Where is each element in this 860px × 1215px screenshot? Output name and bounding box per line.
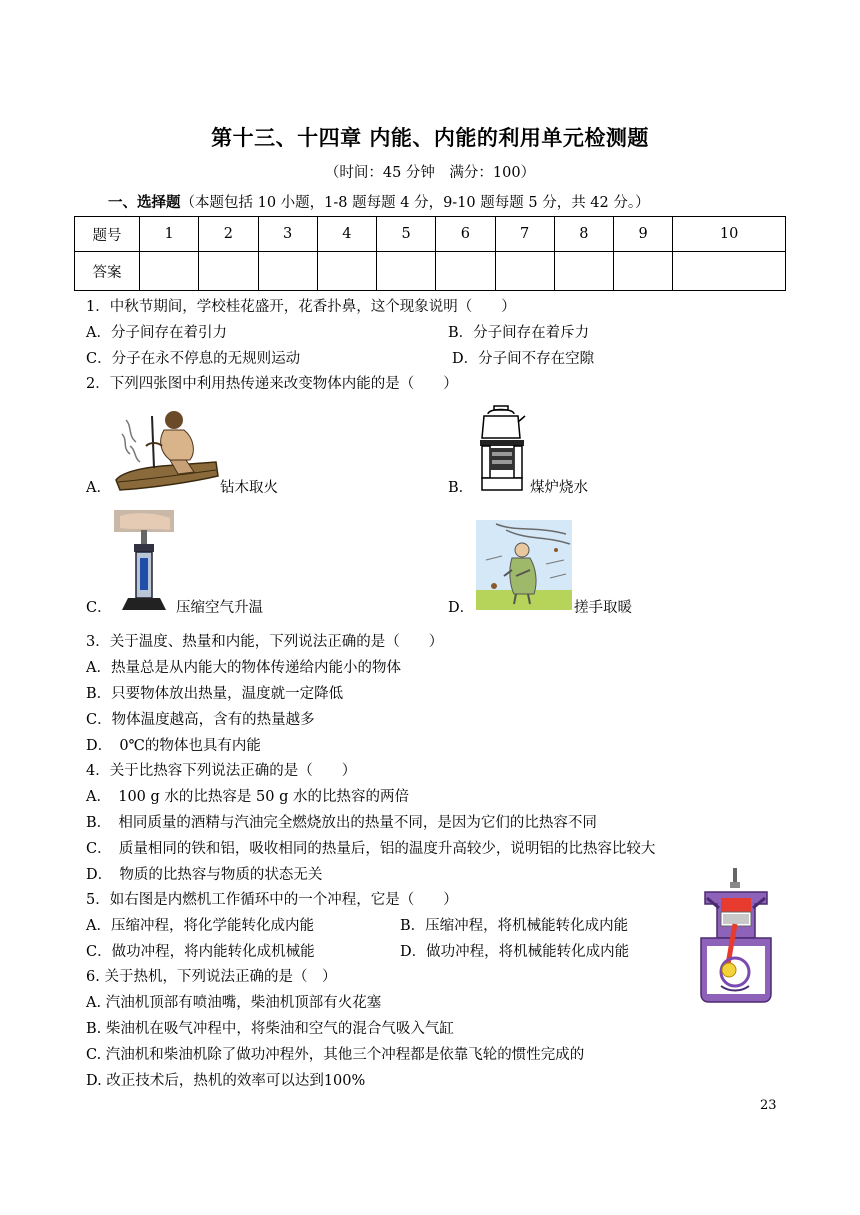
drill-wood-fire-illustration [112, 402, 220, 492]
question-number-cell: 2 [199, 217, 258, 252]
question-6-option-b: B. 柴油机在吸气冲程中，将柴油和空气的混合气吸入气缸 [86, 1021, 454, 1037]
question-4-option-c: C． 质量相同的铁和铝，吸收相同的热量后，铝的温度升高较少，说明铝的比热容比较大 [86, 841, 656, 857]
question-1-option-d: D．分子间不存在空隙 [452, 351, 595, 367]
question-6-option-c: C. 汽油机和柴油机除了做功冲程外，其他三个冲程都是依靠飞轮的惯性完成的 [86, 1047, 585, 1063]
answer-cell[interactable] [317, 252, 376, 291]
question-2-option-b-letter: B． [448, 480, 474, 496]
answer-cell[interactable] [614, 252, 673, 291]
question-6-option-a: A. 汽油机顶部有喷油嘴，柴油机顶部有火花塞 [86, 995, 382, 1011]
answer-cell[interactable] [377, 252, 436, 291]
question-3-stem: 3．关于温度、热量和内能，下列说法正确的是（ ） [86, 634, 444, 650]
coal-stove-kettle-illustration [478, 404, 526, 494]
question-5-option-c: C．做功冲程，将内能转化成机械能 [86, 944, 315, 960]
page-number: 23 [760, 1098, 777, 1113]
question-5-option-b: B．压缩冲程，将机械能转化成内能 [400, 918, 629, 934]
question-2-option-a-caption: 钻木取火 [220, 480, 278, 496]
table-row-head: 答案 [75, 252, 140, 291]
question-number-cell: 6 [436, 217, 495, 252]
question-2-option-d-letter: D． [448, 600, 475, 616]
air-pump-compression-illustration [114, 510, 174, 614]
question-3-option-c: C．物体温度越高，含有的热量越多 [86, 712, 315, 728]
question-number-cell: 5 [377, 217, 436, 252]
question-number-cell: 10 [673, 217, 786, 252]
answer-cell[interactable] [673, 252, 786, 291]
answer-cell[interactable] [140, 252, 199, 291]
question-1-stem: 1．中秋节期间，学校桂花盛开，花香扑鼻，这个现象说明（ ） [86, 299, 516, 315]
answer-table [74, 216, 786, 291]
question-4-option-d: D． 物质的比热容与物质的状态无关 [86, 867, 323, 883]
question-6-option-d: D. 改正技术后，热机的效率可以达到100% [86, 1073, 366, 1089]
question-number-cell: 1 [140, 217, 199, 252]
question-1-option-c: C．分子在永不停息的无规则运动 [86, 351, 301, 367]
answer-cell[interactable] [436, 252, 495, 291]
question-2-option-d-caption: 搓手取暖 [574, 600, 632, 616]
question-2-option-a-letter: A． [86, 480, 111, 496]
question-5-stem: 5．如右图是内燃机工作循环中的一个冲程，它是（ ） [86, 892, 458, 908]
question-5-option-d: D．做功冲程，将机械能转化成内能 [400, 944, 630, 960]
question-2-option-b-caption: 煤炉烧水 [530, 480, 588, 496]
question-5-option-a: A．压缩冲程，将化学能转化成内能 [86, 918, 314, 934]
question-6-stem: 6. 关于热机，下列说法正确的是（ ） [86, 969, 337, 985]
question-2-option-c-letter: C． [86, 600, 112, 616]
question-number-cell: 8 [554, 217, 613, 252]
exam-info: （时间：45 分钟 满分：100） [324, 165, 536, 181]
answer-cell[interactable] [199, 252, 258, 291]
question-number-cell: 3 [258, 217, 317, 252]
rubbing-hands-illustration [476, 520, 572, 610]
section-heading [108, 191, 650, 212]
question-number-cell: 7 [495, 217, 554, 252]
question-2-option-c-caption: 压缩空气升温 [176, 600, 263, 616]
question-4-stem: 4．关于比热容下列说法正确的是（ ） [86, 763, 357, 779]
question-3-option-b: B．只要物体放出热量，温度就一定降低 [86, 686, 344, 702]
question-3-option-d: D． 0℃的物体也具有内能 [86, 738, 261, 754]
question-1-option-a: A．分子间存在着引力 [86, 325, 227, 341]
question-3-option-a: A．热量总是从内能大的物体传递给内能小的物体 [86, 660, 401, 676]
question-number-cell: 9 [614, 217, 673, 252]
table-row [75, 252, 786, 291]
answer-cell[interactable] [495, 252, 554, 291]
engine-stroke-diagram [697, 868, 775, 1004]
section-label: 一、选择题 [108, 194, 181, 211]
question-1-option-b: B．分子间存在着斥力 [448, 325, 590, 341]
question-4-option-b: B． 相同质量的酒精与汽油完全燃烧放出的热量不同，是因为它们的比热容不同 [86, 815, 597, 831]
section-note: （本题包括 10 小题，1-8 题每题 4 分，9-10 题每题 5 分，共 42 分。） [180, 195, 650, 211]
answer-cell[interactable] [258, 252, 317, 291]
table-row [75, 217, 786, 252]
table-row-head: 题号 [75, 217, 140, 252]
question-number-cell: 4 [317, 217, 376, 252]
question-2-stem: 2．下列四张图中利用热传递来改变物体内能的是（ ） [86, 376, 458, 392]
page-title: 第十三、十四章 内能、内能的利用单元检测题 [211, 126, 649, 150]
answer-cell[interactable] [554, 252, 613, 291]
question-4-option-a: A． 100 g 水的比热容是 50 g 水的比热容的两倍 [86, 789, 409, 805]
